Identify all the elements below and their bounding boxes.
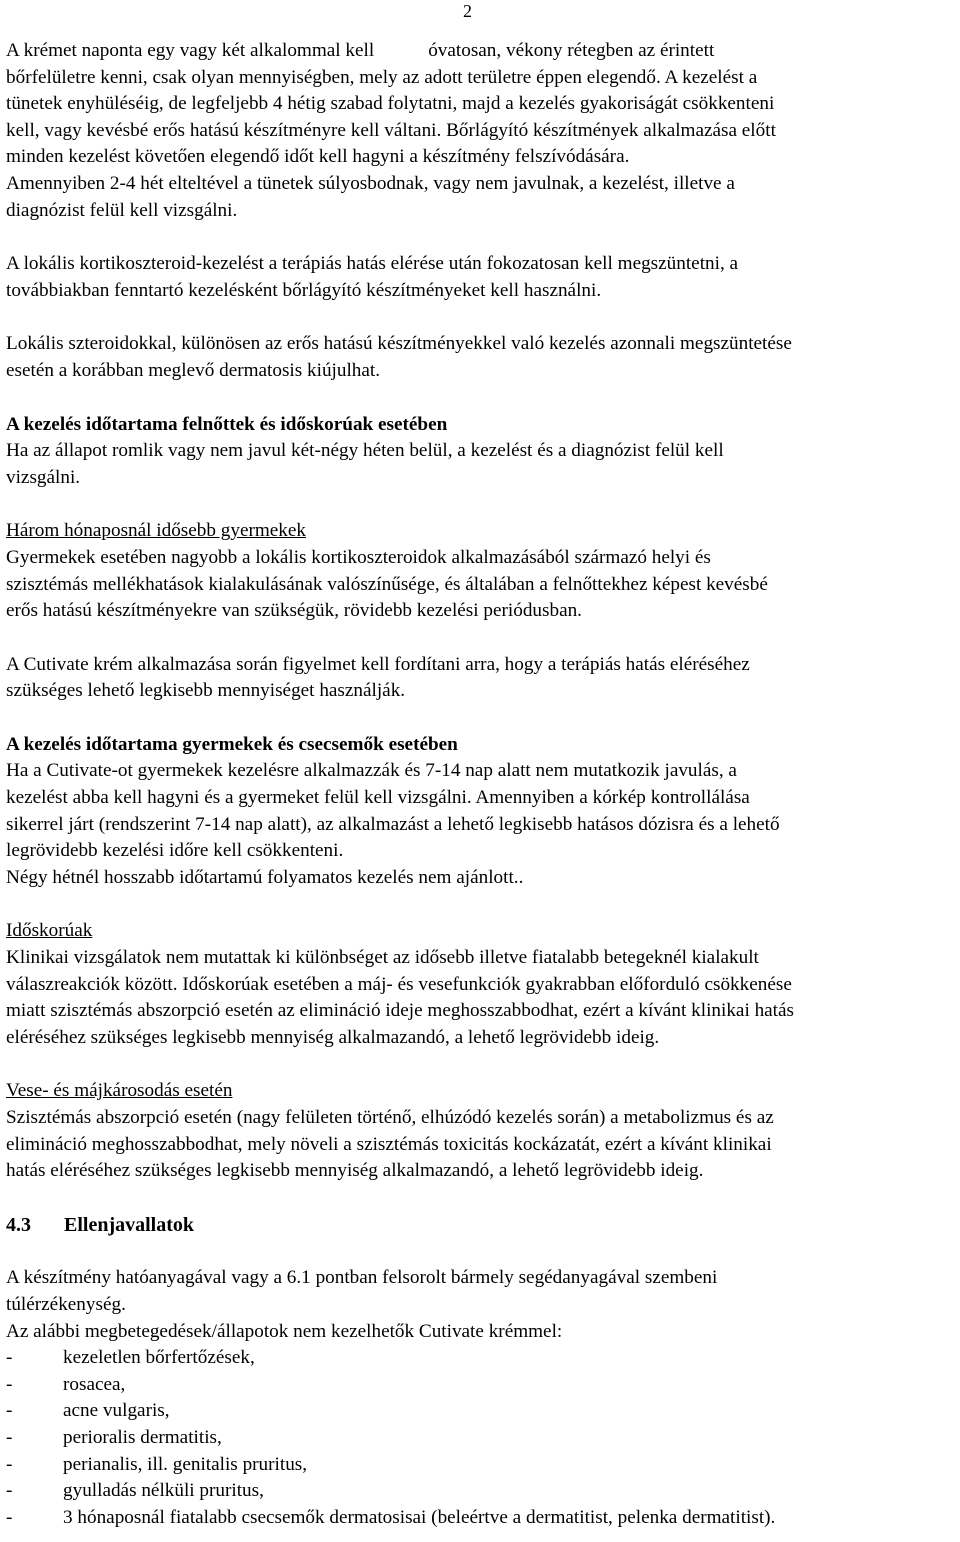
section-number: 4.3 [6, 1213, 31, 1236]
text-line: Lokális szteroidokkal, különösen az erős hatású készítményekkel való kezelés azonnali megszüntetése [6, 333, 792, 355]
text-line: bőrfelületre kenni, csak olyan mennyiségben, mely az adott területre éppen elegendő. A kezelést a [6, 66, 758, 88]
list-dash: - [6, 1347, 13, 1369]
text-line: kell, vagy kevésbé erős hatású készítményre kell váltani. Bőrlágyító készítmények alkalmazása előtt [6, 119, 776, 141]
text-line: Gyermekek esetében nagyobb a lokális kortikoszteroidok alkalmazásából származó helyi és [6, 546, 711, 568]
text-line: Ha a Cutivate-ot gyermekek kezelésre alkalmazzák és 7-14 nap alatt nem mutatkozik javulás, a [6, 760, 737, 782]
section-4-3-heading [6, 1212, 960, 1239]
list-item: - perianalis, ill. genitalis pruritus, [6, 1452, 960, 1479]
list-dash: - [6, 1506, 13, 1528]
text-line: A lokális kortikoszteroid-kezelést a terápiás hatás elérése után fokozatosan kell megszüntetni, a [6, 253, 739, 275]
text-line: miatt szisztémás abszorpció esetén az elimináció ideje meghosszabbodhat, ezért a kívánt klinikai hatás [6, 1000, 794, 1022]
text-line: A krémet naponta egy vagy két alkalommal kell óvatosan, vékony rétegben az érintett [6, 40, 715, 61]
elderly-heading: Időskorúak [6, 920, 93, 942]
text-line: Az alábbi megbetegedések/állapotok nem kezelhetők Cutivate krémmel: [6, 1320, 563, 1342]
text-line: legrövidebb kezelési időre kell csökkenteni. [6, 840, 344, 862]
text-line: szisztémás mellékhatások kialakulásának valószínűsége, és általában a felnőttekhez képest kevésbé [6, 573, 768, 595]
list-item: - gyulladás nélküli pruritus, [6, 1478, 960, 1505]
text-line: elimináció meghosszabbodhat, mely növeli a szisztémás toxicitás kockázatát, ezért a kívánt klinikai [6, 1133, 772, 1155]
list-item: - kezeletlen bőrfertőzések, [6, 1345, 960, 1372]
text-line: diagnózist felül kell vizsgálni. [6, 199, 238, 221]
text-line: vizsgálni. [6, 466, 81, 488]
list-dash: - [6, 1426, 13, 1448]
text-line: Szisztémás abszorpció esetén (nagy felületen történő, elhúzódó kezelés során) a metabolizmus és az [6, 1107, 774, 1128]
text-line: Ha az állapot romlik vagy nem javul két-négy héten belül, a kezelést és a diagnózist felül kell [6, 440, 724, 462]
text-line: tünetek enyhüléséig, de legfeljebb 4 hétig szabad folytatni, majd a kezelés gyakoriságát csökkenteni [6, 93, 775, 115]
list-dash: - [6, 1400, 13, 1422]
section-title: Ellenjavallatok [64, 1213, 195, 1236]
text-line: szükséges lehető legkisebb mennyiséget használják. [6, 680, 406, 702]
text-line: Klinikai vizsgálatok nem mutattak ki különbséget az idősebb illetve fiatalabb betegeknél kialakult [6, 947, 759, 969]
page-number: 2 [463, 1, 472, 21]
text-line: továbbiakban fenntartó kezelésként bőrlágyító készítményeket kell használni. [6, 279, 602, 301]
children-infants-heading: A kezelés időtartama gyermekek és csecsemők esetében [6, 733, 458, 755]
text-line: minden kezelést követően elegendő időt kell hagyni a készítmény felszívódására. [6, 146, 630, 168]
list-item: - 3 hónaposnál fiatalabb csecsemők dermatosisai (beleértve a dermatitist, pelenka dermatitist). [6, 1505, 960, 1532]
text-line: túlérzékenység. [6, 1293, 126, 1315]
text-line: eléréséhez szükséges legkisebb mennyiség alkalmazandó, a lehető legrövidebb ideig. [6, 1026, 660, 1048]
children-3m-heading: Három hónaposnál idősebb gyermekek [6, 520, 306, 542]
text-line: esetén a korábban meglevő dermatosis kiújulhat. [6, 359, 381, 381]
list-dash: - [6, 1453, 13, 1475]
list-dash: - [6, 1480, 13, 1502]
text-line: A Cutivate krém alkalmazása során figyelmet kell fordítani arra, hogy a terápiás hatás eléréséhez [6, 653, 750, 675]
text-line: A készítmény hatóanyagával vagy a 6.1 pontban felsorolt bármely segédanyagával szembeni [6, 1267, 718, 1289]
renal-hepatic-heading: Vese- és májkárosodás esetén [6, 1080, 233, 1102]
adults-heading: A kezelés időtartama felnőttek és időskorúak esetében [6, 413, 448, 435]
document-page [6, 38, 960, 1531]
text-line: Négy hétnél hosszabb időtartamú folyamatos kezelés nem ajánlott.. [6, 866, 524, 888]
list-item: - rosacea, [6, 1372, 960, 1399]
text-line: sikerrel járt (rendszerint 7-14 nap alatt), az alkalmazást a lehető legkisebb hatásos dózisra és a lehető [6, 813, 780, 835]
list-item: - acne vulgaris, [6, 1398, 960, 1425]
text-line: hatás eléréséhez szükséges legkisebb mennyiség alkalmazandó, a lehető legrövidebb ideig. [6, 1160, 704, 1182]
list-dash: - [6, 1373, 13, 1395]
text-line: válaszreakciók között. Időskorúak esetében a máj- és vesefunkciók gyakrabban előforduló csökkenése [6, 973, 792, 995]
text-line: erős hatású készítményekre van szükségük, rövidebb kezelési periódusban. [6, 600, 582, 622]
text-line: kezelést abba kell hagyni és a gyermeket felül kell vizsgálni. Amennyiben a kórkép kontrollálása [6, 787, 750, 809]
contraindication-list [6, 1345, 960, 1531]
list-item: - perioralis dermatitis, [6, 1425, 960, 1452]
text-line: Amennyiben 2-4 hét elteltével a tünetek súlyosbodnak, vagy nem javulnak, a kezelést, illetve a [6, 172, 735, 194]
